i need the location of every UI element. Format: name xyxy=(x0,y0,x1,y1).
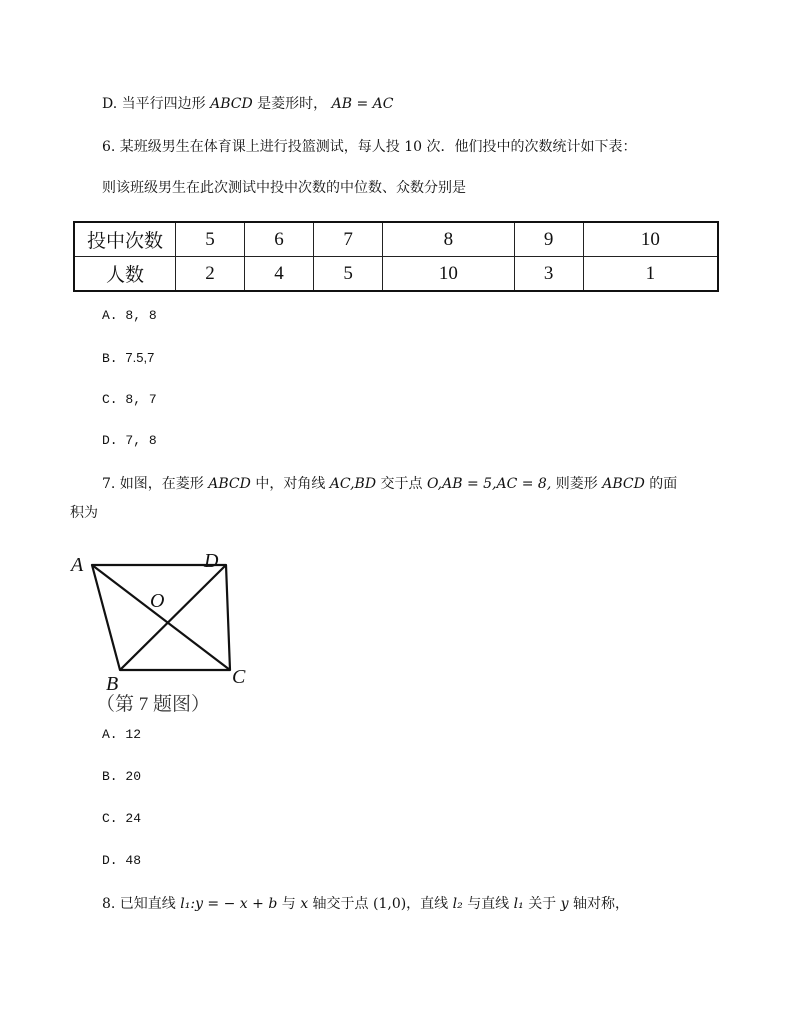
label-a: A xyxy=(71,554,84,576)
q8-stem-line1 xyxy=(102,894,629,914)
option-value: 24 xyxy=(125,811,142,826)
q7-option-a[interactable] xyxy=(102,726,141,744)
q7-option-b[interactable] xyxy=(102,768,141,786)
q8-stem-d: 与直线 xyxy=(467,896,510,912)
label-b: B xyxy=(106,673,119,695)
option-value: 20 xyxy=(125,769,142,784)
table-cell: 2 xyxy=(176,257,245,292)
q5-option-d-math2: AB = AC xyxy=(331,96,394,112)
q7-stem-b: 中，对角线 xyxy=(255,476,326,492)
table-cell: 10 xyxy=(383,257,515,292)
q5-option-d-prefix: D. 当平行四边形 xyxy=(102,96,206,112)
label-o: O xyxy=(150,590,165,612)
option-letter: D. xyxy=(102,433,118,448)
q6-option-d[interactable] xyxy=(102,432,157,450)
q7-stem-math2: AC,BD xyxy=(329,476,377,492)
q7-stem-math4: ABCD xyxy=(602,476,645,492)
option-letter: D. xyxy=(102,853,118,868)
table-cell: 10 xyxy=(583,222,718,257)
figure-caption: （第 7 题图） xyxy=(96,694,211,715)
option-value: 12 xyxy=(125,727,142,742)
q8-stem-math5: y xyxy=(560,896,569,912)
q7-option-c[interactable] xyxy=(102,810,141,828)
table-row xyxy=(74,222,718,257)
table-cell: 5 xyxy=(314,257,383,292)
q6-option-b[interactable] xyxy=(102,349,154,368)
option-letter: C. xyxy=(102,811,118,826)
label-c: C xyxy=(232,666,246,688)
table-cell: 3 xyxy=(514,257,583,292)
q8-stem-b: 与 xyxy=(281,896,296,912)
q5-option-d-math1: ABCD xyxy=(210,96,253,112)
option-value: 8, 8 xyxy=(125,308,157,323)
table-cell: 7 xyxy=(314,222,383,257)
q8-stem-c: 轴交于点 (1,0)，直线 xyxy=(312,896,449,912)
option-value: 7, 8 xyxy=(125,433,157,448)
label-d: D xyxy=(204,550,219,572)
option-letter: C. xyxy=(102,392,118,407)
option-value: 48 xyxy=(125,853,142,868)
table-header-cell: 投中次数 xyxy=(74,222,176,257)
table-cell: 4 xyxy=(245,257,314,292)
table-cell: 5 xyxy=(176,222,245,257)
option-letter: B. xyxy=(102,769,118,784)
q6-option-a[interactable] xyxy=(102,307,157,325)
q8-stem-math2: x xyxy=(300,896,309,912)
q7-stem-math1: ABCD xyxy=(208,476,251,492)
table-cell: 9 xyxy=(514,222,583,257)
table-header-cell: 人数 xyxy=(74,257,176,292)
table-cell: 6 xyxy=(245,222,314,257)
q7-stem-a: 7. 如图，在菱形 xyxy=(102,476,204,492)
q7-option-d[interactable] xyxy=(102,852,141,870)
q7-stem-line2: 积为 xyxy=(70,505,98,521)
option-value: 7.5,7 xyxy=(125,350,155,365)
q8-stem-math4: l₁ xyxy=(513,896,524,912)
option-letter: A. xyxy=(102,308,118,323)
table-cell: 1 xyxy=(583,257,718,292)
q5-option-d xyxy=(102,94,393,114)
q6-data-table xyxy=(73,221,719,292)
q7-stem-c: 交于点 xyxy=(380,476,423,492)
q6-option-c[interactable] xyxy=(102,391,157,409)
q8-stem-e: 关于 xyxy=(528,896,557,912)
table-cell: 8 xyxy=(383,222,515,257)
q6-stem-line2: 则该班级男生在此次测试中投中次数的中位数、众数分别是 xyxy=(102,180,466,196)
option-letter: A. xyxy=(102,727,118,742)
option-letter: B. xyxy=(102,351,118,366)
q8-stem-math3: l₂ xyxy=(452,896,463,912)
q8-stem-f: 轴对称， xyxy=(573,896,630,912)
q6-stem-line1: 6. 某班级男生在体育课上进行投篮测试，每人投 10 次．他们投中的次数统计如下表： xyxy=(102,139,637,155)
table-row xyxy=(74,257,718,292)
q5-option-d-mid: 是菱形时， xyxy=(257,96,328,112)
q7-stem-line1 xyxy=(102,474,677,494)
q8-stem-math1: l₁:y = − x + b xyxy=(180,896,278,912)
option-value: 8, 7 xyxy=(125,392,157,407)
q7-stem-d: 则菱形 xyxy=(555,476,598,492)
q8-stem-a: 8. 已知直线 xyxy=(102,896,176,912)
q7-stem-math3: O,AB = 5,AC = 8, xyxy=(426,476,552,492)
q7-stem-e: 的面 xyxy=(649,476,678,492)
